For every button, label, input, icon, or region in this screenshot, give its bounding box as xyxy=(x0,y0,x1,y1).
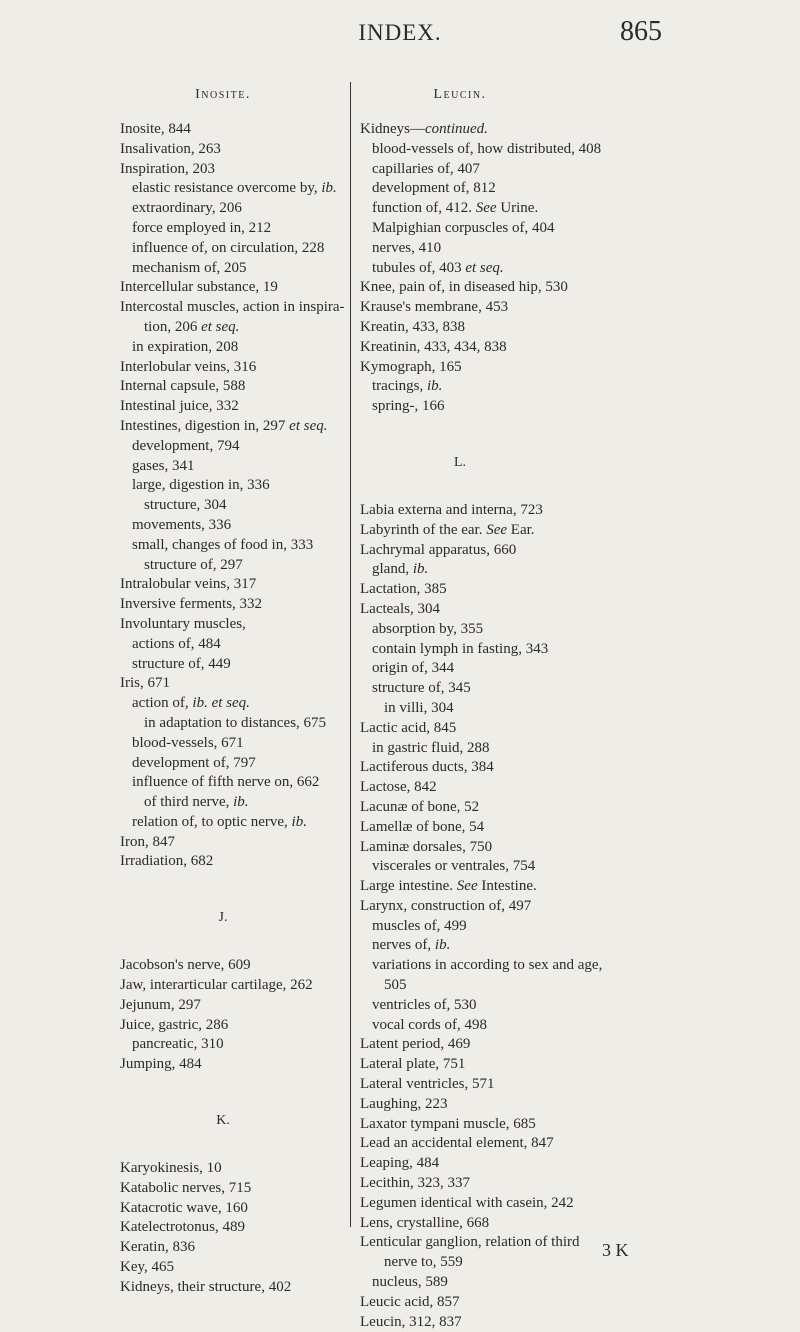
page-number: 865 xyxy=(620,16,662,47)
index-entry xyxy=(360,1174,720,1194)
index-subentry xyxy=(120,793,342,813)
right-column xyxy=(360,82,720,1332)
index-entry xyxy=(360,580,720,600)
entry-text: spring-, 166 xyxy=(372,398,445,415)
index-entry xyxy=(120,976,342,996)
index-subentry xyxy=(120,694,342,714)
index-entry xyxy=(120,833,342,853)
index-entry xyxy=(360,1055,720,1075)
index-entry xyxy=(360,1095,720,1115)
entry-text: variations in according to sex and age, xyxy=(372,957,603,974)
entry-text: extraordinary, 206 xyxy=(132,200,242,217)
index-subentry xyxy=(360,976,720,996)
entry-text: Irradiation, 682 xyxy=(120,853,214,870)
index-subentry xyxy=(120,219,342,239)
entry-italic: et seq. xyxy=(201,318,240,335)
entry-text: Large intestine. xyxy=(360,878,457,895)
index-entry xyxy=(120,278,342,298)
entry-text: Leaping, 484 xyxy=(360,1155,440,1172)
entry-text: structure of, 345 xyxy=(372,680,471,697)
index-entry xyxy=(120,1055,342,1075)
entry-text: in villi, 304 xyxy=(384,699,454,716)
entry-text: Lecithin, 323, 337 xyxy=(360,1175,470,1192)
entry-text: Lamellæ of bone, 54 xyxy=(360,818,485,835)
entry-text: Lens, crystalline, 668 xyxy=(360,1214,490,1231)
entry-text: influence of fifth nerve on, 662 xyxy=(132,774,320,791)
entry-text: function of, 412. xyxy=(372,200,476,217)
entry-text: Lacunæ of bone, 52 xyxy=(360,798,480,815)
index-subentry xyxy=(360,239,720,259)
index-entry xyxy=(360,838,720,858)
index-subentry xyxy=(360,140,720,160)
signature-mark: 3 K xyxy=(602,1240,629,1260)
entry-text: Key, 465 xyxy=(120,1259,175,1276)
entry-text: force employed in, 212 xyxy=(132,219,272,236)
entry-text: gases, 341 xyxy=(132,457,195,474)
entry-text: Juice, gastric, 286 xyxy=(120,1016,229,1033)
entry-italic: ib. xyxy=(233,794,249,811)
entry-text: Lactose, 842 xyxy=(360,779,437,796)
index-entry xyxy=(360,1313,720,1332)
index-subentry xyxy=(360,1253,720,1273)
entry-text: capillaries of, 407 xyxy=(372,160,480,177)
entry-text: actions of, 484 xyxy=(132,635,221,652)
index-entry xyxy=(120,852,342,872)
entry-text: Kymograph, 165 xyxy=(360,358,462,375)
index-entry xyxy=(120,160,342,180)
index-entry xyxy=(360,818,720,838)
index-entry xyxy=(120,377,342,397)
index-entry xyxy=(360,1233,720,1253)
entry-text: in expiration, 208 xyxy=(132,338,239,355)
entry-text-after: Urine. xyxy=(496,200,539,217)
entry-text: Intercostal muscles, action in inspira- xyxy=(120,299,345,316)
entry-text: relation of, to optic nerve, xyxy=(132,813,292,830)
entry-italic: ib. xyxy=(412,561,429,578)
index-entry xyxy=(120,358,342,378)
entry-italic: ib. xyxy=(291,813,307,830)
entry-text: Lead an accidental element, 847 xyxy=(360,1135,554,1152)
index-entry xyxy=(120,575,342,595)
right-column-heading: Leucin. xyxy=(433,87,487,102)
entry-text: Leucin, 312, 837 xyxy=(360,1313,462,1330)
entry-text: Larynx, construction of, 497 xyxy=(360,897,532,914)
entry-text: ventricles of, 530 xyxy=(372,996,477,1013)
entry-text: gland, xyxy=(372,561,413,578)
entry-text: 505 xyxy=(384,977,407,994)
index-entry xyxy=(120,1179,342,1199)
entry-text: Kreatin, 433, 838 xyxy=(360,318,465,335)
index-entry xyxy=(120,615,342,635)
index-subentry xyxy=(120,496,342,516)
index-subentry xyxy=(360,679,720,699)
entry-text: Iron, 847 xyxy=(120,833,175,850)
index-subentry xyxy=(360,199,720,219)
index-subentry xyxy=(120,259,342,279)
entry-text: Latent period, 469 xyxy=(360,1036,471,1053)
left-column-heading: Inosite. xyxy=(195,87,251,102)
index-subentry xyxy=(360,560,720,580)
entry-text: Jacobson's nerve, 609 xyxy=(120,957,251,974)
entry-text: development of, 812 xyxy=(372,180,496,197)
index-entry xyxy=(120,1278,342,1298)
entry-italic: et seq. xyxy=(465,259,504,276)
entry-text: contain lymph in fasting, 343 xyxy=(372,640,549,657)
entry-text: vocal cords of, 498 xyxy=(372,1016,487,1033)
index-entry xyxy=(360,501,720,521)
entry-text: nerve to, 559 xyxy=(384,1254,463,1271)
entry-text: Inosite, 844 xyxy=(120,121,191,137)
entry-text: development of, 797 xyxy=(132,754,256,771)
entry-text: Laminæ dorsales, 750 xyxy=(360,838,493,855)
left-column xyxy=(120,82,345,1298)
entry-text: Karyokinesis, 10 xyxy=(120,1160,222,1177)
entry-text: structure of, 449 xyxy=(132,655,231,672)
entry-text: influence of, on circulation, 228 xyxy=(132,239,325,256)
entry-text: Labyrinth of the ear. xyxy=(360,521,487,538)
index-entry xyxy=(120,1016,342,1036)
index-entry xyxy=(360,758,720,778)
entry-text: Inspiration, 203 xyxy=(120,160,215,177)
index-subentry xyxy=(120,457,342,477)
entry-text: Kreatinin, 433, 434, 838 xyxy=(360,338,507,355)
entry-text: Inversive ferments, 332 xyxy=(120,596,263,613)
entry-text: Lactation, 385 xyxy=(360,581,447,598)
entry-text: Lenticular ganglion, relation of third xyxy=(360,1234,580,1251)
index-entry xyxy=(120,956,342,976)
index-entry xyxy=(120,397,342,417)
entry-text: Knee, pain of, in diseased hip, 530 xyxy=(360,279,568,296)
entry-italic: et seq. xyxy=(289,417,328,434)
index-entry xyxy=(360,358,720,378)
entry-text: Malpighian corpuscles of, 404 xyxy=(372,219,555,236)
entry-text: tubules of, 403 xyxy=(372,259,466,276)
column-divider xyxy=(350,82,351,1227)
entry-text: in adaptation to distances, 675 xyxy=(144,714,327,731)
index-entry xyxy=(360,719,720,739)
index-entry xyxy=(120,674,342,694)
index-subentry xyxy=(120,516,342,536)
index-entry xyxy=(120,298,345,318)
index-subentry xyxy=(360,160,720,180)
index-subentry xyxy=(360,1016,720,1036)
entry-italic: See xyxy=(486,521,508,538)
index-subentry xyxy=(120,338,342,358)
entry-text: tracings, xyxy=(372,378,427,395)
index-entry xyxy=(360,1293,720,1313)
entry-text: structure, 304 xyxy=(144,497,227,514)
index-subentry xyxy=(120,199,342,219)
index-subentry xyxy=(120,655,342,675)
entry-text: Legumen identical with casein, 242 xyxy=(360,1194,574,1211)
entry-italic: See xyxy=(456,878,478,895)
entry-text: Lacteals, 304 xyxy=(360,600,440,617)
entry-text: Lactic acid, 845 xyxy=(360,719,457,736)
index-entry xyxy=(120,140,342,160)
index-subentry xyxy=(360,179,720,199)
entry-text: absorption by, 355 xyxy=(372,620,484,637)
index-entry xyxy=(360,1154,720,1174)
index-subentry xyxy=(360,397,720,417)
entry-text: Jumping, 484 xyxy=(120,1056,202,1073)
index-entry xyxy=(360,778,720,798)
index-subentry xyxy=(360,620,720,640)
entry-text: Labia externa and interna, 723 xyxy=(360,501,543,518)
index-subentry xyxy=(120,437,342,457)
entry-text: pancreatic, 310 xyxy=(132,1036,224,1053)
entry-text: tion, 206 xyxy=(144,318,202,335)
index-entry xyxy=(120,1258,342,1278)
index-subentry xyxy=(360,259,720,279)
index-subentry xyxy=(360,857,720,877)
entry-text: nerves of, xyxy=(372,937,435,954)
index-subentry xyxy=(360,219,720,239)
index-entry xyxy=(360,1115,720,1135)
entry-italic: ib. et seq. xyxy=(192,695,250,712)
entry-text: Laxator tympani muscle, 685 xyxy=(360,1115,536,1132)
entry-italic: continued. xyxy=(425,121,488,137)
entry-italic: See xyxy=(475,200,497,217)
entry-text: Leucic acid, 857 xyxy=(360,1293,460,1310)
running-title: INDEX. xyxy=(358,20,442,45)
index-subentry xyxy=(360,917,720,937)
entry-text: Iris, 671 xyxy=(120,675,170,692)
entry-text: Intestinal juice, 332 xyxy=(120,398,239,415)
left-column-entries xyxy=(120,120,345,1298)
index-subentry xyxy=(360,659,720,679)
entry-italic: ib. xyxy=(434,937,451,954)
index-entry xyxy=(360,338,720,358)
entry-text: structure of, 297 xyxy=(144,556,243,573)
entry-text: Lateral plate, 751 xyxy=(360,1056,466,1073)
entry-text: Kidneys, their structure, 402 xyxy=(120,1278,292,1295)
index-subentry xyxy=(360,956,720,976)
section-letter: J. xyxy=(218,910,228,926)
entry-text: mechanism of, 205 xyxy=(132,259,247,276)
index-entry xyxy=(360,1035,720,1055)
index-entry xyxy=(360,897,720,917)
index-subentry xyxy=(120,318,342,338)
index-subentry xyxy=(360,996,720,1016)
index-subentry xyxy=(120,556,342,576)
index-subentry xyxy=(120,635,342,655)
index-subentry xyxy=(360,699,720,719)
entry-text: Intercellular substance, 19 xyxy=(120,279,278,296)
index-subentry xyxy=(120,773,342,793)
index-subentry xyxy=(120,813,342,833)
index-entry xyxy=(360,1075,720,1095)
entry-italic: ib. xyxy=(321,180,337,197)
entry-text: nerves, 410 xyxy=(372,239,442,256)
index-subentry xyxy=(360,640,720,660)
index-subentry xyxy=(360,1273,720,1293)
entry-text: Keratin, 836 xyxy=(120,1239,195,1256)
index-entry xyxy=(120,1159,342,1179)
index-entry xyxy=(360,278,720,298)
entry-text: origin of, 344 xyxy=(372,660,455,677)
entry-text: Krause's membrane, 453 xyxy=(360,299,509,316)
entry-text: Intestines, digestion in, 297 xyxy=(120,417,290,434)
entry-text: movements, 336 xyxy=(132,516,232,533)
index-subentry xyxy=(120,476,342,496)
index-subentry xyxy=(120,754,342,774)
index-subentry xyxy=(360,936,720,956)
index-subentry xyxy=(120,734,342,754)
entry-text: Katelectrotonus, 489 xyxy=(120,1219,245,1236)
index-entry xyxy=(360,877,720,897)
index-entry xyxy=(360,120,720,140)
entry-text: action of, xyxy=(132,695,193,712)
index-entry xyxy=(360,541,720,561)
index-entry xyxy=(360,521,720,541)
index-subentry xyxy=(120,239,342,259)
index-entry xyxy=(120,595,342,615)
index-entry xyxy=(120,120,342,140)
index-entry xyxy=(120,1238,342,1258)
entry-text: Interlobular veins, 316 xyxy=(120,358,257,375)
right-column-entries xyxy=(360,120,720,1332)
entry-text: blood-vessels of, how distributed, 408 xyxy=(372,140,602,157)
entry-text: Lateral ventricles, 571 xyxy=(360,1076,495,1093)
index-entry xyxy=(120,996,342,1016)
entry-text: Internal capsule, 588 xyxy=(120,378,246,395)
index-entry xyxy=(120,417,342,437)
entry-text: development, 794 xyxy=(132,437,240,454)
entry-text: in gastric fluid, 288 xyxy=(372,739,490,756)
entry-text-after: Ear. xyxy=(507,521,535,538)
index-entry xyxy=(360,1194,720,1214)
index-subentry xyxy=(360,377,720,397)
entry-text: nucleus, 589 xyxy=(372,1274,448,1291)
entry-text: elastic resistance overcome by, xyxy=(132,180,322,197)
entry-text: blood-vessels, 671 xyxy=(132,734,244,751)
index-subentry xyxy=(360,739,720,759)
entry-text: Intralobular veins, 317 xyxy=(120,576,257,593)
entry-text: small, changes of food in, 333 xyxy=(132,536,314,553)
index-entry xyxy=(360,318,720,338)
index-entry xyxy=(360,600,720,620)
entry-italic: ib. xyxy=(426,378,443,395)
entry-text: Katacrotic wave, 160 xyxy=(120,1199,248,1216)
index-entry xyxy=(120,1218,342,1238)
index-entry xyxy=(120,1199,342,1219)
entry-text: large, digestion in, 336 xyxy=(132,477,270,494)
entry-text: Involuntary muscles, xyxy=(120,615,246,632)
entry-text: Laughing, 223 xyxy=(360,1095,448,1112)
index-entry xyxy=(360,1214,720,1234)
section-letter: L. xyxy=(453,454,467,470)
entry-text: Kidneys— xyxy=(360,121,425,137)
entry-text-after: Intestine. xyxy=(477,878,537,895)
entry-text: Lactiferous ducts, 384 xyxy=(360,759,494,776)
section-letter: K. xyxy=(216,1113,230,1129)
index-entry xyxy=(360,1134,720,1154)
index-entry xyxy=(360,298,720,318)
page-header xyxy=(0,8,800,68)
entry-text: Katabolic nerves, 715 xyxy=(120,1179,252,1196)
entry-text: Jejunum, 297 xyxy=(120,996,201,1013)
entry-text: Lachrymal apparatus, 660 xyxy=(360,541,517,558)
entry-text: Jaw, interarticular cartilage, 262 xyxy=(120,977,313,994)
index-subentry xyxy=(120,1035,342,1055)
index-entry xyxy=(360,798,720,818)
entry-text: muscles of, 499 xyxy=(372,917,467,934)
entry-text: viscerales or ventrales, 754 xyxy=(372,858,536,875)
index-subentry xyxy=(120,714,342,734)
index-subentry xyxy=(120,179,342,199)
entry-text: Insalivation, 263 xyxy=(120,140,221,157)
entry-text: of third nerve, xyxy=(144,794,234,811)
index-subentry xyxy=(120,536,342,556)
